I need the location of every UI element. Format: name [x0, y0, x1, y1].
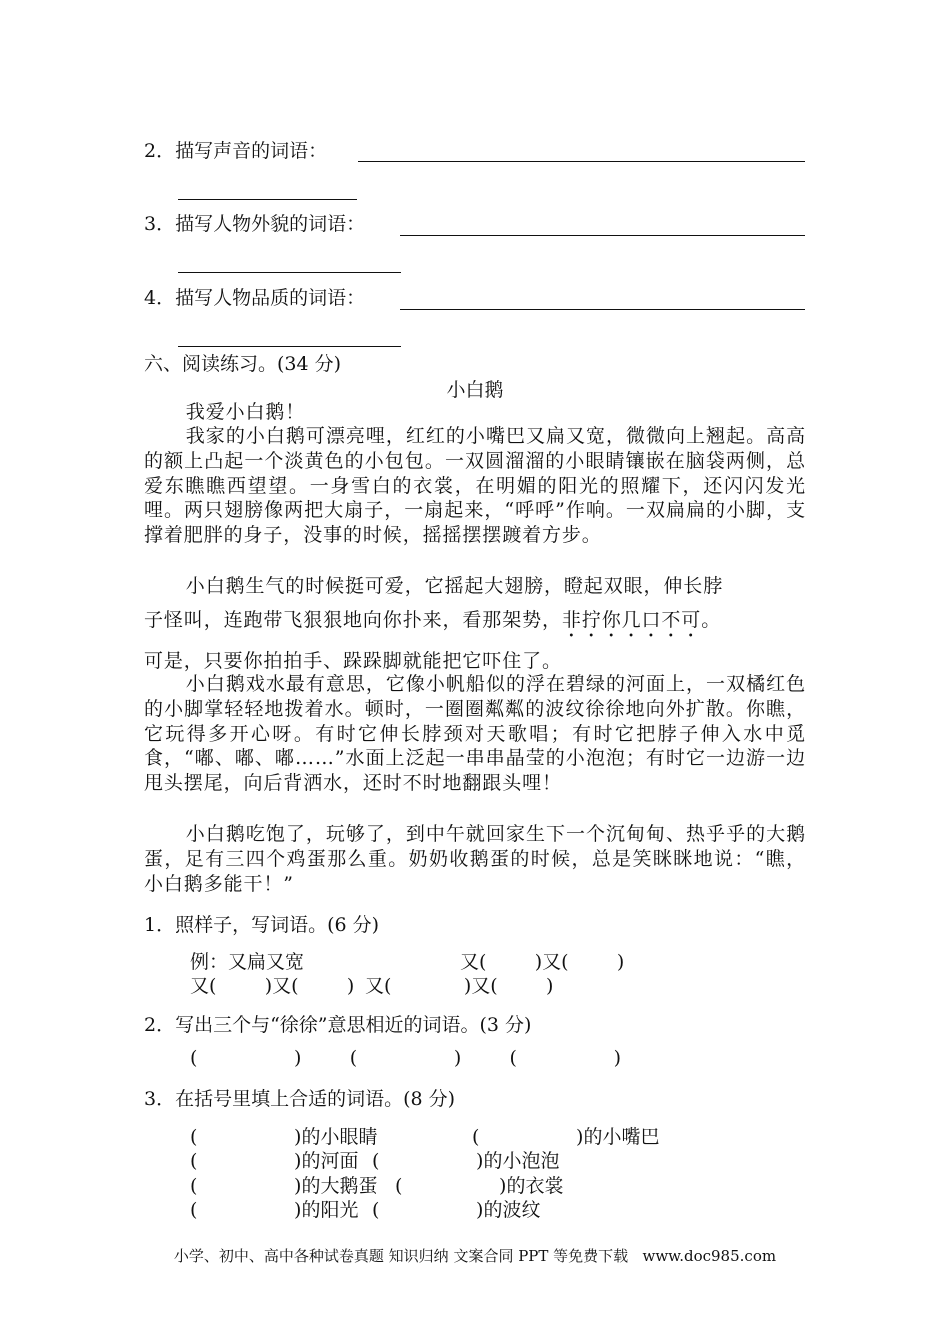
example-text: 例：又扁又宽 — [190, 951, 305, 973]
fill-blank[interactable]: ( )的大鹅蛋 — [190, 1175, 378, 1197]
answer-line[interactable] — [358, 161, 805, 162]
emphasized-phrase: 非拧你几口不可 — [561, 609, 702, 631]
vocab-question-appearance: 3．描写人物外貌的词语： — [144, 213, 366, 235]
answer-line[interactable] — [400, 309, 805, 310]
story-title: 小白鹅 — [446, 379, 504, 401]
question-1: 1．照样子，写词语。(6 分) — [144, 914, 380, 936]
story-paragraph: 我爱小白鹅！ — [185, 401, 306, 423]
fill-blank[interactable]: ( )的阳光 — [190, 1199, 359, 1221]
story-paragraph: 小白鹅戏水最有意思，它像小帆船似的浮在碧绿的河面上，一双橘红色的小脚掌轻轻地拨着水。顿时，一圈圈粼粼的波纹徐徐地向外扩散。你瞧，它玩得多开心呀。有时它伸长脖颈对天歌唱；有时它把脖子伸入水中觅食，“嘟、嘟、嘟……”水面上泛起一串串晶莹的小泡泡；有时它一边游一边甩头摆尾，向后背洒水，还时不时地翻跟头哩！ — [144, 673, 806, 795]
section-title: 六、阅读练习。(34 分) — [144, 353, 342, 375]
story-paragraph: 我家的小白鹅可漂亮哩，红红的小嘴巴又扁又宽，微微向上翘起。高高的额上凸起一个淡黄色的小包包。一双圆溜溜的小眼睛镶嵌在脑袋两侧，总爱东瞧瞧西望望。一身雪白的衣裳，在明媚的阳光的照耀下，还闪闪发光哩。两只翅膀像两把大扇子，一扇起来，“呼呼”作响。一双扁扁的小脚，支撑着肥胖的身子，没事的时候，摇摇摆摆踱着方步。 — [144, 425, 806, 547]
fill-blank[interactable]: 又( )又( ) — [365, 975, 554, 997]
fill-blank[interactable]: ( )的小泡泡 — [372, 1150, 560, 1172]
text-segment: 。 — [701, 609, 722, 631]
vocab-question-character: 4．描写人物品质的词语： — [144, 287, 366, 309]
answer-line[interactable] — [178, 346, 401, 347]
question-2: 2．写出三个与“徐徐”意思相近的词语。(3 分) — [144, 1014, 532, 1036]
story-paragraph-line — [144, 608, 806, 642]
fill-blank[interactable]: ( )的小眼睛 — [190, 1126, 378, 1148]
fill-blank[interactable]: ( )的衣裳 — [395, 1175, 564, 1197]
fill-blank[interactable]: ( )的河面 — [190, 1150, 359, 1172]
fill-blank[interactable]: 又( )又( ) — [460, 951, 625, 973]
story-paragraph-line: 可是，只要你拍拍手、跺跺脚就能把它吓住了。 — [144, 650, 562, 672]
fill-blank[interactable]: ( )的波纹 — [372, 1199, 541, 1221]
answer-line[interactable] — [400, 235, 805, 236]
text-segment: 子怪叫，连跑带飞狠狠地向你扑来，看那架势， — [144, 609, 562, 631]
answer-line[interactable] — [178, 199, 357, 200]
page-footer: 小学、初中、高中各种试卷真题 知识归纳 文案合同 PPT 等免费下载 www.doc985.com — [173, 1247, 777, 1265]
answer-line[interactable] — [178, 272, 401, 273]
vocab-question-sound: 2．描写声音的词语： — [144, 140, 328, 162]
fill-blank[interactable]: ( )的小嘴巴 — [472, 1126, 660, 1148]
fill-blank[interactable]: 又( )又( ) — [190, 975, 355, 997]
question-3: 3．在括号里填上合适的词语。(8 分) — [144, 1088, 456, 1110]
fill-blank[interactable]: ( ) ( ) ( ) — [190, 1047, 622, 1069]
story-paragraph: 小白鹅吃饱了，玩够了，到中午就回家生下一个沉甸甸、热乎乎的大鹅蛋，足有三四个鸡蛋那么重。奶奶收鹅蛋的时候，总是笑眯眯地说：“瞧，小白鹅多能干！” — [144, 823, 806, 895]
story-paragraph: 小白鹅生气的时候挺可爱，它摇起大翅膀，瞪起双眼，伸长脖 — [185, 575, 724, 597]
